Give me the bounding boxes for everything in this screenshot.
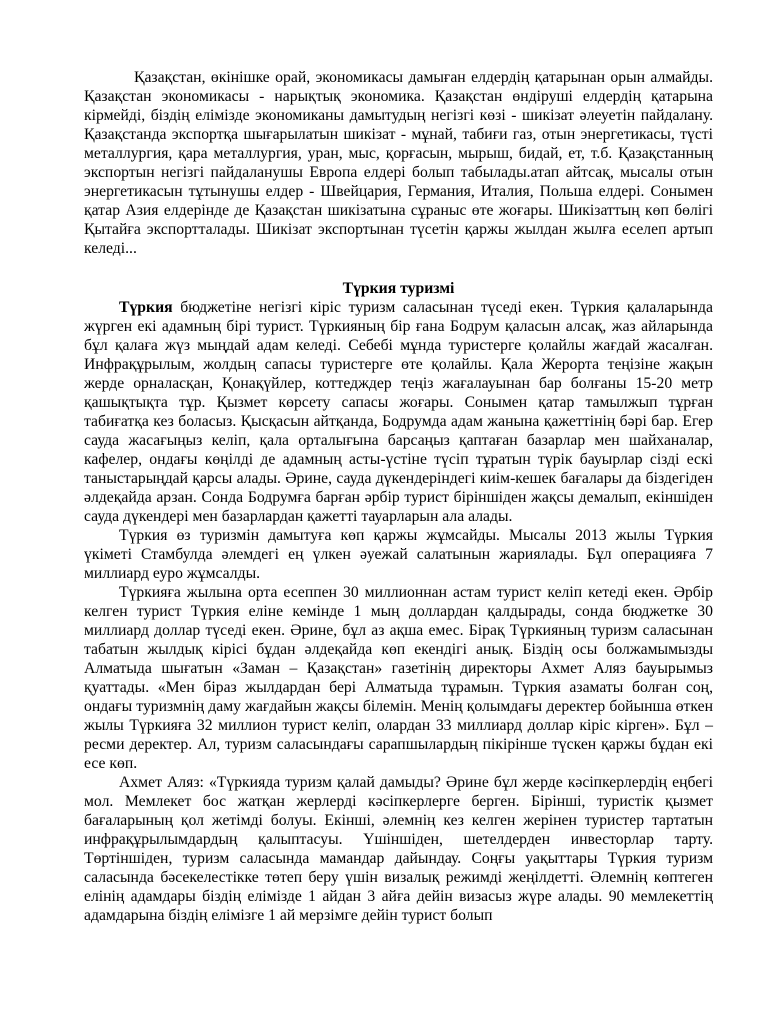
intro-paragraph: Қазақстан, өкінішке орай, экономикасы дамыған елдердің қатарынан орын алмайды. Қазақстан экономикасы - нарықтық экономика. Қазақстан өндіруші елдердің қатарына кірмейді, біздің елімізде экономиканы дамытудың негізгі көзі - шикізат әлеуетін пайдалану. Қазақстанда экспортқа шығарылатын шикізат - мұнай, табиғи газ, отын энергетикасы, түсті металлургия, қара металлургия, уран, мыс, қорғасын, мырыш, бидай, ет, т.б. Қазақстанның экспортын негізгі пайдаланушы Европа елдері болып табылады.атап айтсақ, мысалы отын энергетикасын тұтынушы елдер - Швейцария, Германия, Италия, Польша елдері. Сонымен қатар Азия елдерінде де Қазақстан шикізатына сұраныс өте жоғары. Шикізаттың көп бөлігі Қытайға экспортталады. Шикізат экспортынан түсетін қаржы жылдан жылға еселеп артып келеді... (84, 69, 713, 257)
bold-lead-word: Түркия (119, 299, 173, 316)
document-page (84, 68, 713, 925)
tourism-paragraph-2: Түркия өз туризмін дамытуға көп қаржы жұмсайды. Мысалы 2013 жылы Түркия үкіметі Стамбулда әлемдегі ең үлкен әуежай салатынын жариялады. Бұл операцияға 7 миллиард еуро жұмсалды. (84, 527, 713, 582)
section-heading: Түркия туризмі (342, 280, 455, 297)
tourism-paragraph-1 (84, 298, 713, 526)
tourism-paragraph-4: Ахмет Аляз: «Түркияда туризм қалай дамыды? Әрине бұл жерде кәсіпкерлердің еңбегі мол. Мемлекет бос жатқан жерлерді кәсіпкерлерге берген. Бірінші, туристік қызмет бағаларының қол жетімді болуы. Екінші, әлемнің кез келген жерінен туристер тартатын инфрақұрылымдардың қалыптасуы. Үшіншіден, шетелдерден инвесторлар тарту. Төртіншіден, туризм саласында мамандар дайындау. Соңғы уақыттары Түркия туризм саласында бәсекелестікке төтеп беру үшін визалық режимді жеңілдетті. Әлемнің көптеген елінің адамдары біздің елімізде 1 айдан 3 айға дейін визасыз жүре алады. 90 мемлекеттің адамдарына біздің елімізге 1 ай мерзімге дейін турист болып (84, 774, 713, 924)
paragraph-1-text: бюджетіне негізгі кіріс туризм саласынан түседі екен. Түркия қалаларында жүрген екі адамның бірі турист. Түркияның бір ғана Бодрум қаласын алсақ, жаз айларында бұл қалаға жүз мыңдай адам келеді. Себебі мұнда туристерге қолайлы жағдай жасалған. Инфрақұрылым, жолдың сапасы туристерге өте қолайлы. Қала Жерорта теңізіне жақын жерде орналасқан, Қонақүйлер, коттедждер теңіз жағалауынан бар болғаны 15-20 метр қашықтықта тұр. Қызмет көрсету сапасы жоғары. Сонымен қатар тамылжып тұрған табиғатқа кез боласыз. Қысқасын айтқанда, Бодрумда адам жанына қажеттінің бәрі бар. Егер сауда жасағыңыз келіп, қала орталығына барсаңыз қаптаған базарлар мен шайханалар, кафелер, ондағы көңілді де адамның асты-үстіне түсіп тұратын түрік бауырлар сізді ескі таныстарыңдай қарсы алады. Әрине, сауда дүкендеріндегі киім-кешек бағалары да біздегіден әлдеқайда арзан. Сонда Бодрумға барған әрбір турист біріншіден жақсы демалып, екіншіден сауда дүкендері мен базарлардан қажетті тауарларын ала алады. (84, 299, 713, 525)
tourism-paragraph-3: Түркияға жылына орта есеппен 30 миллионнан астам турист келіп кетеді екен. Әрбір келген турист Түркия еліне кемінде 1 мың доллардан қалдырады, сонда бюджетке 30 миллиард доллар түседі екен. Әрине, бұл аз ақша емес. Бірақ Түркияның туризм саласынан табатын жылдық кірісі бұдан әлдеқайда көп екендігі анық. Біздің осы болжамымызды Алматыда шығатын «Заман – Қазақстан» газетінің директоры Ахмет Аляз бауырымыз қуаттады. «Мен біраз жылдардан бері Алматыда тұрамын. Түркия азаматы болған соң, ондағы туризмнің даму жағдайын жақсы білемін. Менің қолымдағы деректер бойынша өткен жылы Түркияға 32 миллион турист келіп, олардан 33 миллиард доллар кіріс кірген». Бұл – ресми деректер. Ал, туризм саласындағы сарапшылардың пікірінше түскен қаржы бұдан екі есе көп. (84, 584, 713, 772)
